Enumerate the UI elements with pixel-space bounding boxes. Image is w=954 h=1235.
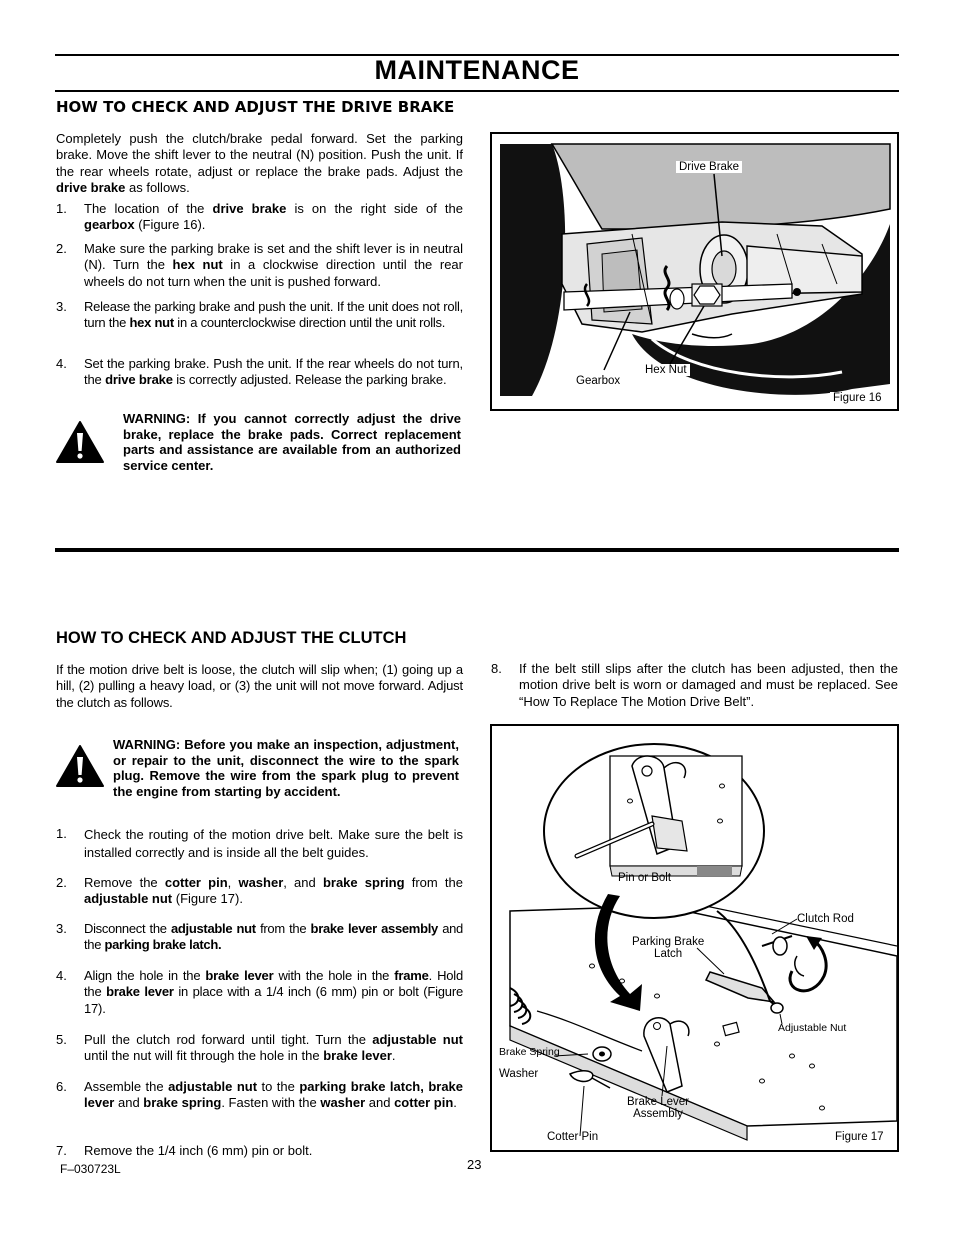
bold-term: brake spring <box>143 1095 222 1111</box>
text-run: Make sure the parking brake is set and the shift lever is in neutral (N). Turn the <box>84 241 463 273</box>
bold-term: cotter pin <box>164 875 228 890</box>
text-run: Check the routing of the motion drive belt. Make sure the belt is installed correctly and is inside all the belt guides. <box>84 827 463 860</box>
clutch-step-4 <box>56 968 463 1020</box>
footer-code: F–030723L <box>60 1162 121 1176</box>
label-parking-brake-latch: Parking Brake Latch <box>632 936 705 960</box>
text-run: and <box>365 1095 395 1111</box>
section-divider <box>55 548 899 552</box>
clutch-step-2 <box>56 875 463 909</box>
warning-icon <box>55 420 105 464</box>
text-run: . Fasten with the <box>221 1095 321 1111</box>
text-run: . <box>391 1048 396 1064</box>
text-run: . Hold the <box>84 968 464 1000</box>
step-number: 1. <box>56 201 67 216</box>
figure-16 <box>490 132 899 411</box>
bold-term: cotter pin <box>394 1095 454 1111</box>
text-run: until the nut will fit through the hole in the <box>84 1048 324 1064</box>
text-run: as follows. <box>125 179 190 195</box>
text-run: with the hole in the <box>273 968 395 983</box>
step-text <box>84 921 463 954</box>
clutch-step-7 <box>56 1143 463 1161</box>
step-number: 7. <box>56 1143 67 1158</box>
text-run: is correctly adjusted. Release the parking brake. <box>172 372 447 388</box>
text-run: (Figure 17). <box>172 891 243 907</box>
text-run: Remove the 1/4 inch (6 mm) pin or bolt. <box>84 1143 313 1158</box>
clutch-step-1 <box>56 826 463 860</box>
text-run: If the motion drive belt is loose, the clutch will slip when; (1) going up a hill, (2) pulling a heavy load, or (3) the unit will not move forward. Adjust the clutch as follows. <box>56 662 463 710</box>
bold-term: drive brake <box>212 201 287 216</box>
text-run: and the <box>84 921 463 953</box>
bold-term: brake lever <box>106 984 174 1000</box>
bold-term: brake lever <box>323 1048 392 1064</box>
step-number: 6. <box>56 1079 67 1094</box>
text-run: in place with a 1/4 inch (6 mm) pin or bolt (Figure 17). <box>84 984 463 1016</box>
drive-brake-intro <box>56 131 463 196</box>
step-number: 1. <box>56 826 67 841</box>
clutch-step-3 <box>56 921 463 955</box>
text-run: and <box>114 1095 144 1111</box>
text-run: Completely push the clutch/brake pedal forward. Set the parking brake. Move the shift lever to the neutral (N) position. Push the unit. If the rear wheels rotate, adjust or replace the brake pads. Adjust the <box>56 131 463 179</box>
bold-term: hex nut <box>129 315 174 331</box>
bold-term: brake spring <box>322 875 405 890</box>
page-title: MAINTENANCE <box>374 55 580 85</box>
bold-term: parking brake latch, brake lever <box>84 1079 464 1111</box>
text-run: Align the hole in the <box>84 968 206 983</box>
drive-brake-illustration <box>492 134 897 409</box>
label-drive-brake: Drive Brake <box>676 161 742 173</box>
text-run: from the <box>404 875 463 890</box>
label-cotter-pin: Cotter Pin <box>547 1131 599 1143</box>
label-pin-or-bolt: Pin or Bolt <box>618 872 672 884</box>
figure-17 <box>490 724 899 1152</box>
bold-term: adjustable nut <box>170 921 256 936</box>
bold-term: hex nut <box>172 257 223 273</box>
page-number: 23 <box>467 1157 482 1172</box>
label-brake-spring: Brake Spring <box>499 1046 560 1058</box>
text-run: Release the parking brake and push the unit. If the unit does not roll, turn the <box>84 299 463 331</box>
text-run: , and <box>283 875 323 890</box>
label-hex-nut: Hex Nut <box>642 364 690 376</box>
bold-term: washer <box>238 875 284 890</box>
clutch-heading: HOW TO CHECK AND ADJUST THE CLUTCH <box>56 629 407 647</box>
bold-term: brake lever assembly <box>310 921 438 936</box>
bold-term: parking brake latch. <box>104 937 222 953</box>
step-text <box>84 826 463 862</box>
step-text <box>84 201 463 234</box>
text-run: Pull the clutch rod forward until tight. Turn the <box>84 1032 373 1047</box>
step-text <box>84 241 463 290</box>
bold-term: adjustable nut <box>84 891 173 907</box>
clutch-intro <box>56 662 463 711</box>
text-run: from the <box>255 921 311 936</box>
label-gearbox: Gearbox <box>576 375 621 387</box>
step-text <box>84 1143 463 1159</box>
text-run: Assemble the <box>84 1079 169 1094</box>
text-run: , <box>227 875 239 890</box>
drive-brake-step-1 <box>56 201 463 235</box>
drive-brake-step-4 <box>56 356 463 408</box>
bold-term: drive brake <box>56 179 126 195</box>
text-run: in a clockwise direction until the rear wheels do not turn when the unit is pushed forward. <box>84 257 463 289</box>
step-text <box>519 661 898 710</box>
bold-term: gearbox <box>84 217 135 233</box>
bold-term: adjustable nut <box>168 1079 258 1094</box>
text-run: . <box>453 1095 457 1111</box>
text-run: Set the parking brake. Push the unit. If the rear wheels do not turn, the <box>84 356 463 388</box>
clutch-step-5 <box>56 1032 463 1066</box>
step-number: 4. <box>56 968 67 983</box>
step-number: 4. <box>56 356 67 371</box>
bold-term: adjustable nut <box>372 1032 463 1047</box>
figure-17-caption: Figure 17 <box>835 1131 884 1143</box>
text-run: The location of the <box>84 201 213 216</box>
label-clutch-rod: Clutch Rod <box>797 913 854 925</box>
title-underline <box>55 90 899 92</box>
text-run: If the belt still slips after the clutch has been adjusted, then the motion drive belt is worn or damaged and must be replaced. See “How To Replace The Motion Drive Belt”. <box>519 661 898 709</box>
figure-16-caption: Figure 16 <box>830 392 885 404</box>
step-text <box>84 875 463 908</box>
text-run: Remove the <box>84 875 165 890</box>
step-number: 8. <box>491 661 502 676</box>
label-adjustable-nut: Adjustable Nut <box>778 1022 847 1034</box>
step-text <box>84 968 463 1017</box>
text-run: in a counterclockwise direction until the unit rolls. <box>173 315 446 331</box>
step-text <box>84 1032 463 1065</box>
step-number: 3. <box>56 299 67 314</box>
text-run: Disconnect the <box>84 921 171 936</box>
bold-term: brake lever <box>205 968 274 983</box>
drive-brake-step-2 <box>56 241 463 293</box>
step-number: 2. <box>56 875 67 890</box>
step-text <box>84 356 463 389</box>
step-number: 2. <box>56 241 67 256</box>
bold-term: washer <box>320 1095 366 1111</box>
warning-icon <box>55 744 105 788</box>
bold-term: drive brake <box>105 372 173 388</box>
drive-brake-heading: HOW TO CHECK AND ADJUST THE DRIVE BRAKE <box>56 98 455 116</box>
step-number: 5. <box>56 1032 67 1047</box>
step-number: 3. <box>56 921 67 936</box>
label-washer: Washer <box>499 1068 539 1080</box>
clutch-step-6 <box>56 1079 463 1131</box>
label-brake-lever-assembly: Brake Lever Assembly <box>627 1096 690 1120</box>
text-run: (Figure 16). <box>134 217 206 233</box>
text-run: is on the right side of the <box>286 201 463 216</box>
clutch-step-8 <box>491 661 898 713</box>
drive-brake-step-3 <box>56 299 463 351</box>
step-text <box>84 299 463 332</box>
drive-brake-warning: WARNING: If you cannot correctly adjust the drive brake, replace the brake pads. Correct replacement parts and assistance are available from an authorized service center. <box>123 411 461 473</box>
step-text <box>84 1079 463 1112</box>
bold-term: frame <box>394 968 429 983</box>
clutch-warning: WARNING: Before you make an inspection, adjustment, or repair to the unit, disconnect the wire to the spark plug. Remove the wire from the spark plug to prevent the engine from starting by accident. <box>113 737 459 799</box>
text-run: to the <box>257 1079 300 1094</box>
